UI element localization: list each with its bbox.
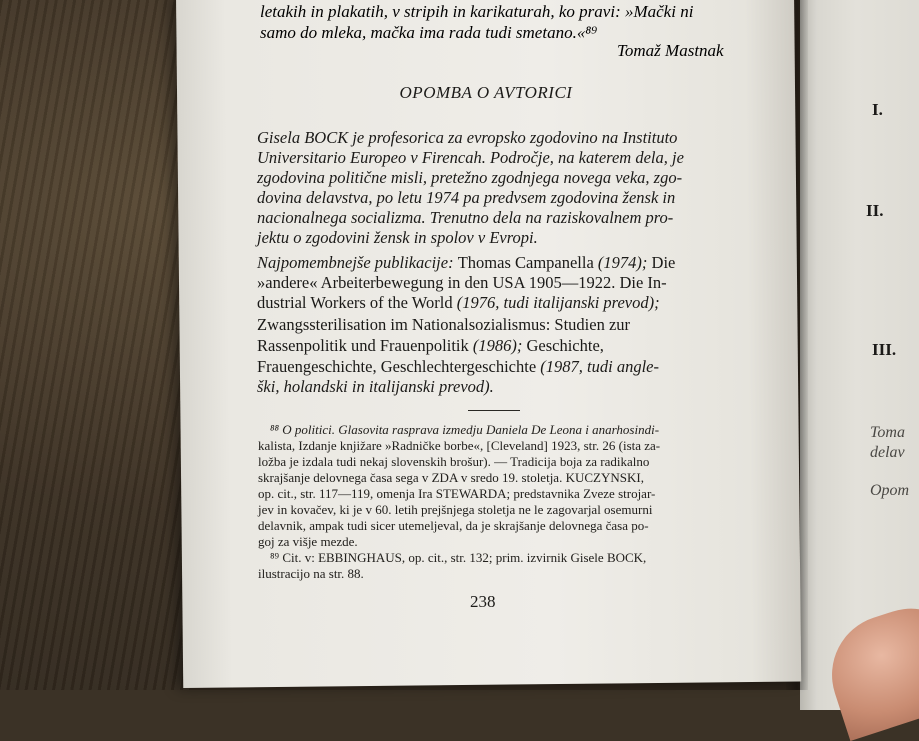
publication-title: Die [651, 253, 676, 272]
footnote-divider [468, 410, 520, 411]
footnote-line: skrajšanje delovnega časa sega v ZDA v sredo 19. stoletja. KUCZYNSKI, [258, 470, 644, 485]
footnote-line: ložba je izdala tudi nekaj slovenskih brošur). — Tradicija boja za radikalno [258, 454, 650, 469]
publication-title: Frauengeschichte, Geschlechtergeschichte [257, 357, 541, 376]
publication-year: (1974); [597, 253, 652, 272]
publication-title: Geschichte, [526, 336, 604, 355]
page-number: 238 [470, 592, 496, 611]
publications-line [257, 253, 675, 273]
publications-line [257, 336, 604, 356]
publications-line [257, 377, 494, 397]
publication-year: (1987, tudi angle- [540, 357, 659, 376]
publications-line [257, 293, 660, 313]
bio-line: nacionalnega socializma. Trenutno dela na raziskovalnem pro- [257, 208, 674, 227]
publication-year: ški, holandski in italijanski prevod). [257, 377, 494, 396]
roman-numeral: I. [872, 100, 883, 119]
publication-title: Rassenpolitik und Frauenpolitik [257, 336, 473, 355]
publication-title: Zwangssterilisation im Nationalsozialismus: Studien zur [257, 315, 631, 334]
publications-line [257, 315, 630, 335]
facing-text-fragment: Toma [870, 424, 905, 441]
bio-line: dovina delavstva, po letu 1974 pa predvsem zgodovina žensk in [257, 188, 676, 207]
facing-text-fragment: delav [870, 444, 905, 461]
roman-numeral: III. [872, 340, 897, 359]
footnote-line: ilustracijo na str. 88. [258, 566, 364, 581]
footnote-line: delavnik, ampak tudi sicer utemeljeval, da je skrajšanje delovnega časa po- [258, 518, 649, 533]
footnote-line: jev in kovačev, ki je v 60. letih prejšnjega stoletja ne le zagovarjal osemurni [258, 502, 653, 517]
publication-title: »andere« Arbeiterbewegung in den USA 1905—1922. Die In- [257, 273, 667, 292]
roman-numeral: II. [866, 201, 884, 220]
footnote-line: kalista, Izdanje knjižare »Radničke borbe«, [Cleveland] 1923, str. 26 (ista za- [258, 438, 661, 453]
footnote-line: op. cit., str. 117—119, omenja Ira STEWARDA; predstavnika Zveze strojar- [258, 486, 656, 501]
bio-line: Universitario Europeo v Firencah. Področje, na katerem dela, je [257, 148, 684, 167]
quote-line-2: samo do mleka, mačka ima rada tudi smetano.«⁸⁹ [260, 23, 598, 42]
facing-text-fragment: Opom [870, 482, 910, 499]
bio-line: Gisela BOCK je profesorica za evropsko zgodovino na Instituto [257, 128, 678, 147]
section-heading: OPOMBA O AVTORICI [399, 83, 573, 102]
publications-line [257, 273, 667, 293]
bio-line: zgodovina politične misli, pretežno zgodnjega novega veka, zgo- [257, 168, 683, 187]
wood-grain [0, 0, 190, 690]
publication-title: dustrial Workers of the World [257, 293, 457, 312]
publication-title: Thomas Campanella [457, 253, 598, 272]
quote-author: Tomaž Mastnak [617, 41, 724, 60]
quote-line-1: letakih in plakatih, v stripih in karikaturah, ko pravi: »Mački ni [260, 2, 694, 21]
publication-year: (1976, tudi italijanski prevod); [456, 293, 660, 312]
footnote-line: goj za višje mezde. [258, 534, 358, 549]
publications-line [257, 357, 659, 377]
publication-year: (1986); [472, 336, 527, 355]
bio-line: jektu o zgodovini žensk in spolov v Evropi. [257, 228, 538, 247]
publications-label: Najpomembnejše publikacije: [257, 253, 458, 272]
facing-page [800, 0, 919, 710]
footnote-line: ⁸⁹ Cit. v: EBBINGHAUS, op. cit., str. 132; prim. izvirnik Gisele BOCK, [270, 550, 647, 565]
footnote-line: ⁸⁸ O politici. Glasovita rasprava izmedju Daniela De Leona i anarhosindi- [270, 422, 660, 437]
